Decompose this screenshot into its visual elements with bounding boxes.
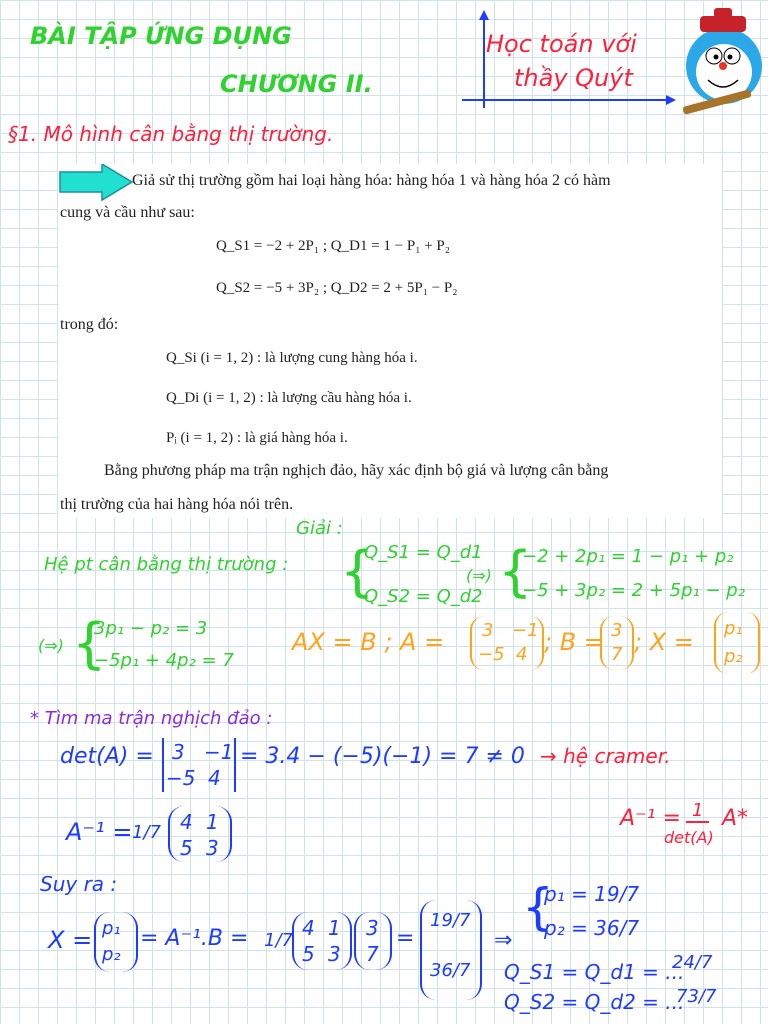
x-vector: p₁ p₂ xyxy=(94,912,138,972)
x-inverse-matrix: 4 1 5 3 xyxy=(292,912,352,970)
matrix-form-label: AX = B ; A = xyxy=(292,628,445,656)
arrow-icon xyxy=(58,164,138,204)
mascot-icon xyxy=(682,8,762,115)
matrix-B: 3 7 xyxy=(600,616,634,670)
matrix-A: 3 −1 −5 4 xyxy=(470,616,544,670)
x-result-vector: 19/7 36/7 xyxy=(420,900,482,1000)
x-b-vector: 3 7 xyxy=(354,912,392,970)
inverse-label: A⁻¹ = xyxy=(66,818,133,846)
page-title-line1: BÀI TẬP ỨNG DỤNG xyxy=(30,22,292,50)
logo-text-line2: thầy Quýt xyxy=(514,64,633,92)
section-title: §1. Mô hình cân bằng thị trường. xyxy=(8,122,334,146)
brace-left-1: { xyxy=(340,540,375,603)
system-eq-a1: Q_S1 = Q_d1 xyxy=(364,542,483,563)
matrix-X-label: ; X = xyxy=(634,628,694,656)
equation-1: Q_S1 = −2 + 2P₁ ; Q_D1 = 1 − P₁ + P₂ xyxy=(216,238,450,254)
x-label: X = xyxy=(48,926,93,954)
problem-statement xyxy=(58,164,722,518)
problem-task: Bằng phương pháp ma trận nghịch đảo, hãy xác định bộ giá và lượng cân bằng xyxy=(104,462,609,479)
definition-1: Q_Si (i = 1, 2) : là lượng cung hàng hóa i. xyxy=(166,350,418,366)
system-eq-c1: 3p₁ − p₂ = 3 xyxy=(94,618,208,639)
system-eq-b2: −5 + 3p₂ = 2 + 5p₁ − p₂ xyxy=(522,580,745,601)
equals-sign: = xyxy=(396,926,415,951)
brace-left-2: { xyxy=(498,540,533,603)
equation-2: Q_S2 = −5 + 3P₂ ; Q_D2 = 2 + 5P₁ − P₂ xyxy=(216,280,458,296)
result-p2: p₂ = 36/7 xyxy=(544,916,640,940)
logo-text-line1: Học toán với xyxy=(486,30,637,58)
system-eq-b1: −2 + 2p₁ = 1 − p₁ + p₂ xyxy=(522,546,734,567)
axes-graphic xyxy=(462,8,762,118)
det-conclusion: → hệ cramer. xyxy=(540,744,671,768)
formula-numerator: 1 xyxy=(686,800,709,823)
det-calculation: = 3.4 − (−5)(−1) = 7 ≠ 0 xyxy=(240,744,525,769)
det-matrix: 3 −1 −5 4 xyxy=(162,738,236,792)
page-title-line2: CHƯƠNG II. xyxy=(220,70,373,98)
brace-left-4: { xyxy=(522,878,554,936)
system-eq-a2: Q_S2 = Q_d2 xyxy=(364,586,483,607)
brace-left-3: { xyxy=(72,612,107,675)
result-q1-value: 24/7 xyxy=(672,952,713,973)
result-q1: Q_S1 = Q_d1 = ... xyxy=(504,960,685,984)
implies-label: Suy ra : xyxy=(40,872,118,896)
result-q2-value: 73/7 xyxy=(676,986,717,1007)
inverse-fraction: 1/7 xyxy=(132,822,161,843)
formula-rhs: A* xyxy=(722,806,749,831)
definition-3: Pᵢ (i = 1, 2) : là giá hàng hóa i. xyxy=(166,430,348,446)
inverse-heading: * Tìm ma trận nghịch đảo : xyxy=(30,708,273,729)
inverse-matrix: 4 1 5 3 xyxy=(168,806,232,862)
formula-lhs: A⁻¹ = xyxy=(620,806,681,831)
matrix-X: p₁ p₂ xyxy=(714,612,760,674)
matrix-B-label: ; B = xyxy=(544,628,604,656)
system-label: Hệ pt cân bằng thị trường : xyxy=(44,554,289,575)
definition-2: Q_Di (i = 1, 2) : là lượng cầu hàng hóa i. xyxy=(166,390,412,406)
equiv-symbol-1: (⇒) xyxy=(466,566,492,585)
equiv-symbol-2: (⇒) xyxy=(38,636,64,655)
logo xyxy=(462,8,762,118)
x-fraction: 1/7 xyxy=(264,930,293,951)
x-middle: = A⁻¹.B = xyxy=(140,926,249,951)
system-eq-c2: −5p₁ + 4p₂ = 7 xyxy=(94,650,234,671)
problem-intro: Giả sử thị trường gồm hai loại hàng hóa: hàng hóa 1 và hàng hóa 2 có hàm xyxy=(132,172,611,189)
problem-intro-cont: cung và cầu như sau: xyxy=(60,204,195,221)
problem-task-cont: thị trường của hai hàng hóa nói trên. xyxy=(60,496,294,513)
formula-denominator: det(A) xyxy=(664,828,714,847)
result-q2: Q_S2 = Q_d2 = ... xyxy=(504,990,685,1014)
where-label: trong đó: xyxy=(60,316,119,333)
det-label: det(A) = xyxy=(60,744,154,769)
result-p1: p₁ = 19/7 xyxy=(544,882,640,906)
result-arrow: ⇒ xyxy=(494,928,513,953)
solution-label: Giải : xyxy=(296,518,343,539)
